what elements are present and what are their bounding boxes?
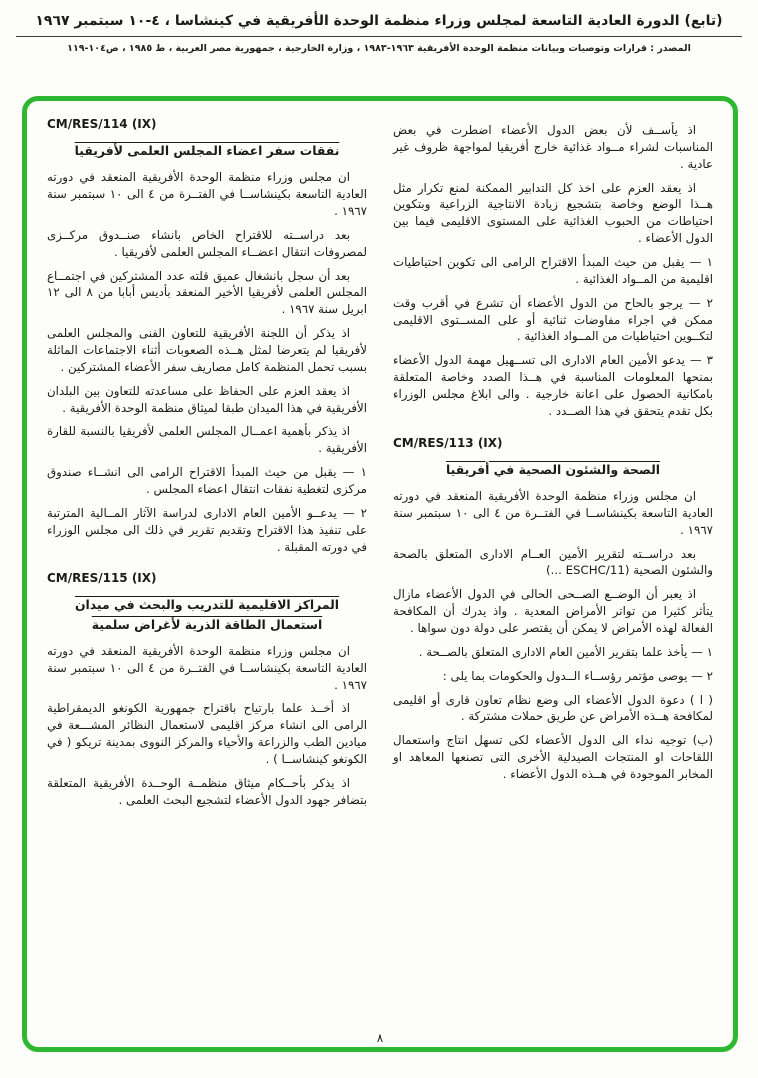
content-frame bbox=[22, 96, 738, 1052]
paragraph: ٢ — يوصى مؤتمر رؤســاء الــدول والحكومات بما يلى : bbox=[442, 668, 713, 683]
paragraph: اذ يذكر بأهمية اعمــال المجلس العلمى لأفريقيا بالنسبة للقارة الأفريقية . bbox=[47, 424, 367, 456]
resolution-code-114: CM/RES/114 (IX) bbox=[47, 117, 157, 131]
columns bbox=[47, 115, 713, 1021]
paragraph: اذ يأســف لأن بعض الدول الأعضاء اضطرت في بعض المناسبات لشراء مــواد غذائية خارج أفريقيا لمواجهة ظروف غير عادية . bbox=[393, 123, 713, 171]
paragraph: اذ يعقد العزم على الحفاظ على مساعدته للتعاون بين البلدان الأفريقية في هذا الميدان طبقا لميثاق منظمة الوحدة الأفريقية . bbox=[47, 383, 367, 415]
paragraph: اذ يعقد العزم على اخذ كل التدابير الممكنة لمنع تكرار مثل هــذا الوضع وخاصة بتشجيع زيادة الانتاجية الزراعية وبتكوين احتياطات من الحبوب الغذائية على المستوى الاقليمى فيما بين الدول الأعضاء . bbox=[393, 180, 713, 246]
column-right bbox=[393, 115, 713, 1021]
paragraph: اذ يعبر أن الوضــع الصــحى الحالى في الدول الأعضاء مازال يتأثر كثيرا من تواتر الأمراض المعدية . واذ يدرك أن المكافحة الفعالة لهذه الأمراض لا يمكن أن يقتصر على دولة دون سواها . bbox=[393, 587, 713, 635]
resolution-code-113: CM/RES/113 (IX) bbox=[393, 435, 503, 450]
paragraph: ٢ — يدعــو الأمين العام الادارى لدراسة الآثار المــالية المترتبة على تنفيذ هذا الاقتراح وتقديم تقرير في ذلك الى مجلس الوزراء في دورته المقبلة . bbox=[47, 505, 367, 554]
paragraph: ٢ — يرجو بالحاح من الدول الأعضاء أن تشرع في أقرب وقت ممكن في اجراء مفاوضات ثنائية أو على المســتوى الاقليمى لتكــوين احتياطيات من المــواد الغذائية . bbox=[393, 295, 713, 344]
paragraph: بعد دراســته للاقتراح الخاص بانشاء صنــدوق مركــزى لمصروفات انتقال اعضــاء المجلس العلمى لأفريقيا . bbox=[47, 227, 367, 259]
resolution-title-113: الصحة والشئون الصحية في أفريقيا bbox=[445, 461, 661, 477]
paragraph: اذ أخــذ علما بارتياح باقتراح جمهورية الكونغو الديمقراطية الرامى الى انشاء مركز اقليمى لاستعمال النظائر المشـــعة في ميادين الطب والزراعة والأحياء والمركز النووى بمدينة تريكو ( في الكونغو كينشاســا ) . bbox=[47, 701, 367, 766]
resolution-title-114: نفقات سفر اعضاء المجلس العلمى لأفريقيا bbox=[74, 143, 340, 158]
paragraph: ١ — يقبل من حيث المبدأ الاقتراح الرامى الى انشــاء صندوق مركزى لتغطية نفقات انتقال اعضاء المجلس . bbox=[47, 465, 367, 496]
paragraph: بعد أن سجل بانشغال عميق قلته عدد المشتركين في اجتمــاع المجلس العلمى لأفريقيا الأخير المنعقد بأديس أبابا من ٨ الى ١٢ ابريل سنة ١٩٦٧ . bbox=[47, 268, 367, 317]
paragraph: اذ يذكر بأحــكام ميثاق منظمــة الوحــدة الأفريقية المتعلقة بتضافر جهود الدول الأعضاء لتشجيع البحث العلمى . bbox=[47, 775, 367, 807]
document-header bbox=[0, 0, 758, 54]
paragraph: ان مجلس وزراء منظمة الوحدة الأفريقية المنعقد في دورته العادية التاسعة بكينشاســا في الفتــرة من ٤ الى ١٠ سبتمبر سنة ١٩٦٧ . bbox=[47, 643, 367, 692]
paragraph: ان مجلس وزراء منظمة الوحدة الأفريقية المنعقد في دورته العادية التاسعة بكينشاســا في الفتــرة من ٤ الى ١٠ سبتمبر سنة ١٩٦٧ . bbox=[393, 488, 713, 537]
resolution-title-115: المراكز الاقليمية للتدريب والبحث في ميدان استعمال الطاقة الذرية لأغراض سلمية bbox=[74, 597, 340, 632]
header-divider bbox=[16, 36, 742, 37]
column-left bbox=[47, 115, 367, 1021]
paragraph: بعد دراســته لتقرير الأمين العــام الادارى المتعلق بالصحة والشئون الصحية (ESCHC/11 ...) bbox=[393, 546, 713, 578]
paragraph: ١ — يقبل من حيث المبدأ الاقتراح الرامى الى تكوين احتياطيات اقليمية من المــواد الغذائية . bbox=[393, 255, 713, 286]
paragraph: ان مجلس وزراء منظمة الوحدة الأفريقية المنعقد في دورته العادية التاسعة بكينشاســا في الفتــرة من ٤ الى ١٠ سبتمبر سنة ١٩٦٧ . bbox=[47, 170, 367, 218]
paragraph: ( ا ) دعوة الدول الأعضاء الى وضع نظام تعاون قارى أو اقليمى لمكافحة هــذه الأمراض عن طريق حملات مشتركة . bbox=[393, 692, 713, 724]
paragraph: ١ — يأخذ علما بتقرير الأمين العام الادارى المتعلق بالصــحة . bbox=[418, 644, 713, 659]
paragraph: (ب) توجيه نداء الى الدول الأعضاء لكى تسهل انتاج واستعمال اللقاحات او المنتجات الصيدلية الأخرى التى تصنعها المعاهد او المخابر الموجودة في هــذه الدول الأعضاء . bbox=[393, 733, 713, 781]
page-number: ٨ bbox=[376, 1031, 384, 1045]
paragraph: اذ يذكر أن اللجنة الأفريقية للتعاون الفنى والمجلس العلمى لأفريقيا لم يتعرضا لمثل هــذه الصعوبات أثناء الاجتماعات الماثلة بسبب تحمل المنظمة كامل مصاريف سفر الأعضاء المشتركين . bbox=[47, 326, 367, 374]
resolution-code-115: CM/RES/115 (IX) bbox=[47, 571, 157, 586]
header-title: (تابع) الدورة العادية التاسعة لمجلس وزراء منظمة الوحدة الأفريقية في كينشاسا ، ٤-١٠ سبتمبر ١٩٦٧ bbox=[35, 13, 723, 29]
paragraph: ٣ — يدعو الأمين العام الادارى الى تســهيل مهمة الدول الأعضاء بمنحها المعلومات المناسبة في هــذا الصدد وخاصة المتعلقة بامكانية الحصول على اعانة خارجية . والى ابلاغ مجلس الوزراء بكل تقدم يتحقق في هذا الصــدد . bbox=[393, 353, 713, 418]
source-line: المصدر : قرارات وتوصيات وبيانات منظمة الوحدة الأفريقية ١٩٦٣-١٩٨٣ ، وزارة الخارجية ، جمهورية مصر العربية ، ط ١٩٨٥ ، ص١٠٤-١١٩ bbox=[67, 43, 691, 54]
